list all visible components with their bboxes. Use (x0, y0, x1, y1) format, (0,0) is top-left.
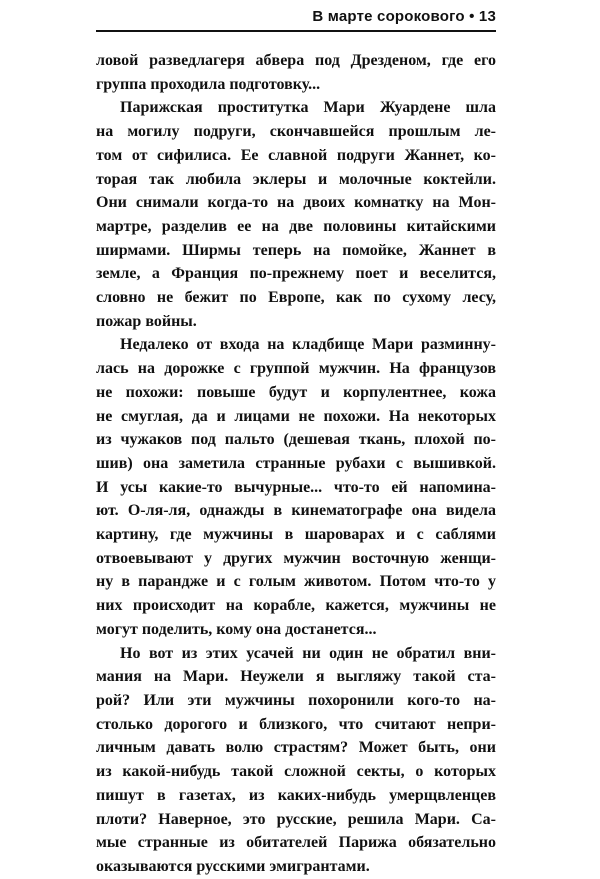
text-line: картину, где мужчины в шароварах и с саблями (96, 526, 496, 544)
text-line: пожар войны. (96, 312, 197, 330)
text-line: шив) она заметила странные рубахи с вышивкой. (96, 454, 496, 472)
text-line: мания на Мари. Неужели я выгляжу такой ста- (96, 668, 496, 686)
text-line: торая так любила эклеры и молочные коктейли. (96, 170, 496, 188)
running-title: В марте сорокового • 13 (312, 8, 496, 25)
text-line: словно не бежит по Европе, как по сухому лесу, (96, 289, 496, 307)
text-line: отвоевывают у других мужчин восточную женщи- (96, 549, 496, 567)
text-line: на могилу подруги, скончавшейся прошлым ле- (96, 123, 496, 141)
text-line: мартре, разделив ее на две половины китайскими (96, 217, 496, 235)
text-line: не смуглая, да и лицами не похожи. На некоторых (96, 407, 496, 425)
text-line: личным давать волю страстям? Может быть, они (96, 739, 496, 757)
text-line: И усы какие-то вычурные... что-то ей напомина- (96, 478, 496, 496)
text-line: Парижская проститутка Мари Жуардене шла (120, 99, 496, 117)
header-rule (96, 30, 496, 32)
text-line: оказываются русскими эмигрантами. (96, 857, 370, 875)
paragraph (96, 333, 496, 641)
text-line: плоти? Наверное, это русские, решила Мари. Са- (96, 810, 496, 828)
body-text (96, 49, 496, 879)
text-line: ну в парандже и с голым животом. Потом что-то у (96, 573, 496, 591)
text-line: не похожи: повыше будут и корпулентнее, кожа (96, 383, 496, 401)
text-line: пишут в газетах, из каких-нибудь умерщвленцев (96, 786, 496, 804)
text-line: Недалеко от входа на кладбище Мари разминну- (120, 336, 496, 354)
paragraph (96, 49, 496, 96)
text-line: земле, а Франция по-прежнему поет и веселится, (96, 265, 496, 283)
paragraph (96, 642, 496, 879)
text-line: столько дорогого и близкого, что считают непри- (96, 715, 496, 733)
text-line: мые странные из обитателей Парижа обязательно (96, 834, 496, 852)
paragraph (96, 96, 496, 333)
text-line: из чужаков под пальто (дешевая ткань, плохой по- (96, 431, 496, 449)
text-line: рой? Или эти мужчины похоронили кого-то на- (96, 691, 496, 709)
text-line: лась на дорожке с группой мужчин. На французов (96, 360, 496, 378)
text-line: Но вот из этих усачей ни один не обратил вни- (120, 644, 496, 662)
text-line: ширмами. Ширмы теперь на помойке, Жаннет в (96, 241, 496, 259)
text-line: ловой разведлагеря абвера под Дрезденом, где его (96, 52, 496, 69)
text-line: из какой-нибудь такой сложной секты, о которых (96, 763, 496, 781)
text-line: них происходит на корабле, кажется, мужчины не (96, 597, 496, 615)
text-line: могут поделить, кому она достанется... (96, 620, 377, 638)
page-header (96, 4, 496, 30)
text-line: ют. О-ля-ля, однажды в кинематографе она видела (96, 502, 496, 520)
text-line: Они снимали когда-то на двоих комнатку на Мон- (96, 194, 496, 212)
text-line: том от сифилиса. Ее славной подруги Жаннет, ко- (96, 146, 496, 164)
text-line: группа проходила подготовку... (96, 75, 321, 93)
